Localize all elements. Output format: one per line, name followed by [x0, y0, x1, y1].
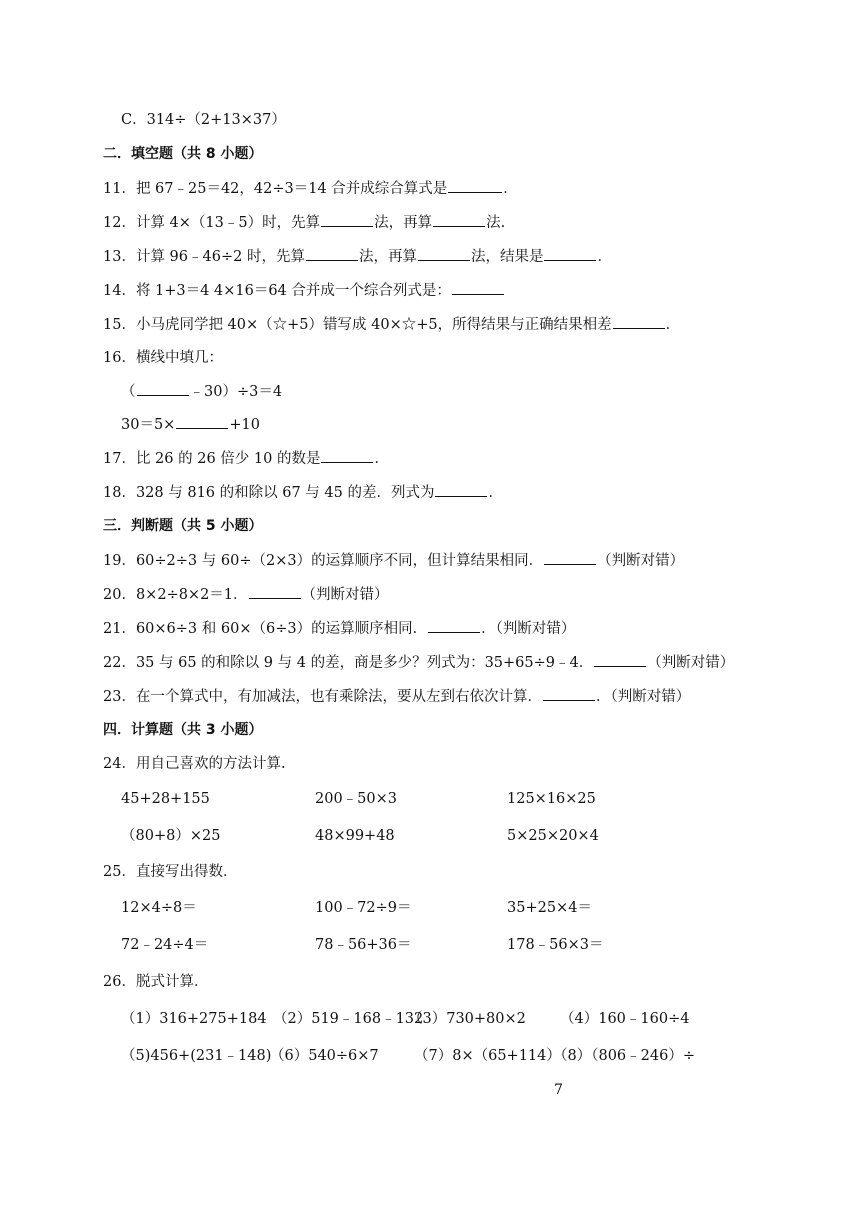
answer-blank[interactable] [176, 414, 228, 429]
q24-expression: 48×99+48 [315, 828, 395, 844]
option-c: C．314÷（2+13×37） [121, 112, 286, 128]
q26-expression: （4）160﹣160÷4 [560, 1011, 690, 1027]
question-11 [103, 178, 518, 199]
answer-blank[interactable] [544, 246, 596, 261]
answer-blank[interactable] [321, 448, 373, 463]
question-17-text: 17．比 26 的 26 倍少 10 的数是 [103, 451, 321, 467]
q26-expression: （7）8×（65+114） [414, 1048, 561, 1064]
q25-expression: 35+25×4＝ [507, 900, 592, 916]
question-15-end: ． [665, 317, 681, 333]
question-13 [103, 246, 612, 267]
q26-expression: （3）730+80×2 [408, 1011, 526, 1027]
question-12-text-2: 法，再算 [374, 215, 433, 231]
q24-expression: 200﹣50×3 [315, 791, 398, 807]
page-number: 7 [554, 1082, 563, 1098]
question-13-end: ． [597, 249, 612, 265]
q25-expression: 72﹣24÷4＝ [121, 937, 209, 953]
question-23 [103, 686, 690, 707]
answer-blank[interactable] [448, 178, 502, 193]
question-20 [103, 584, 389, 605]
question-12-end: 法. [486, 215, 506, 231]
q26-expression: （8）（806﹣246）÷ [553, 1048, 695, 1064]
question-16-part-1-open: （ [121, 384, 136, 400]
question-24: 24．用自己喜欢的方法计算. [103, 756, 286, 772]
answer-blank[interactable] [418, 246, 470, 261]
answer-blank[interactable] [613, 314, 665, 329]
q25-expression: 100﹣72÷9＝ [315, 900, 412, 916]
question-16-part-1-text: ﹣30）÷3＝4 [189, 384, 283, 400]
question-20-text: 20．8×2÷8×2＝1． [103, 587, 248, 603]
question-16-part-2 [121, 414, 260, 435]
question-14 [103, 280, 505, 301]
question-20-end: （判断对错） [301, 587, 389, 603]
question-13-text: 13．计算 96﹣46÷2 时，先算 [103, 249, 305, 265]
question-26: 26．脱式计算． [103, 974, 209, 990]
question-11-text: 11．把 67﹣25＝42，42÷3＝14 合并成综合算式是 [103, 181, 448, 197]
question-15 [103, 314, 680, 335]
question-17-end: ． [374, 451, 389, 467]
question-13-text-2: 法，再算 [358, 249, 417, 265]
section-heading-fill-in: 二．填空题（共 8 小题） [103, 146, 263, 162]
q24-expression: 5×25×20×4 [507, 828, 599, 844]
q25-expression: 12×4÷8＝ [121, 900, 197, 916]
q25-expression: 178﹣56×3＝ [507, 937, 604, 953]
answer-blank[interactable] [594, 652, 646, 667]
answer-blank[interactable] [137, 381, 189, 396]
question-12 [103, 212, 505, 233]
answer-blank[interactable] [543, 686, 595, 701]
question-23-end: ．（判断对错） [595, 689, 691, 705]
q26-expression: （1）316+275+184 [121, 1011, 267, 1027]
question-23-text: 23．在一个算式中，有加减法，也有乘除法，要从左到右依次计算． [103, 689, 542, 705]
question-16-part-2-end: +10 [229, 417, 260, 433]
question-16-part-1 [121, 381, 282, 402]
q26-expression: （2）519﹣168﹣132 [273, 1011, 424, 1027]
answer-blank[interactable] [249, 584, 301, 599]
answer-blank[interactable] [452, 280, 504, 295]
question-11-end: ． [503, 181, 518, 197]
section-heading-judgement: 三．判断题（共 5 小题） [103, 518, 263, 534]
question-15-text: 15．小马虎同学把 40×（☆+5）错写成 40×☆+5，所得结果与正确结果相差 [103, 317, 612, 333]
q24-expression: （80+8）×25 [121, 828, 221, 844]
answer-blank[interactable] [321, 212, 373, 227]
q25-expression: 78﹣56+36＝ [315, 937, 412, 953]
q24-expression: 125×16×25 [507, 791, 596, 807]
q26-expression: （6）540÷6×7 [270, 1048, 379, 1064]
section-heading-calculation: 四．计算题（共 3 小题） [103, 722, 263, 738]
question-21 [103, 618, 575, 639]
answer-blank[interactable] [544, 550, 596, 565]
question-19-text: 19．60÷2÷3 与 60÷（2×3）的运算顺序不同，但计算结果相同． [103, 553, 544, 569]
answer-blank[interactable] [306, 246, 358, 261]
q24-expression: 45+28+155 [121, 791, 210, 807]
question-14-text: 14．将 1+3＝4 4×16＝64 合并成一个综合列式是： [103, 283, 451, 299]
question-19-end: （判断对错） [597, 553, 685, 569]
question-21-end: ．（判断对错） [481, 621, 576, 637]
answer-blank[interactable] [435, 482, 487, 497]
question-18 [103, 482, 503, 503]
question-25: 25．直接写出得数． [103, 864, 238, 880]
answer-blank[interactable] [433, 212, 485, 227]
question-22-text: 22．35 与 65 的和除以 9 与 4 的差，商是多少？列式为：35+65÷9﹣4． [103, 655, 594, 671]
question-16: 16．横线中填几： [103, 350, 223, 366]
question-17 [103, 448, 389, 469]
question-16-part-2-text: 30＝5× [121, 417, 176, 433]
question-21-text: 21．60×6÷3 和 60×（6÷3）的运算顺序相同． [103, 621, 428, 637]
question-12-text: 12．计算 4×（13﹣5）时，先算 [103, 215, 321, 231]
question-18-text: 18．328 与 816 的和除以 67 与 45 的差．列式为 [103, 485, 435, 501]
question-22-end: （判断对错） [647, 655, 735, 671]
question-22 [103, 652, 734, 673]
answer-blank[interactable] [428, 618, 480, 633]
question-18-end: ． [488, 485, 503, 501]
question-13-text-3: 法，结果是 [470, 249, 544, 265]
q26-expression: （5)456+(231﹣148) [121, 1048, 272, 1064]
question-19 [103, 550, 684, 571]
